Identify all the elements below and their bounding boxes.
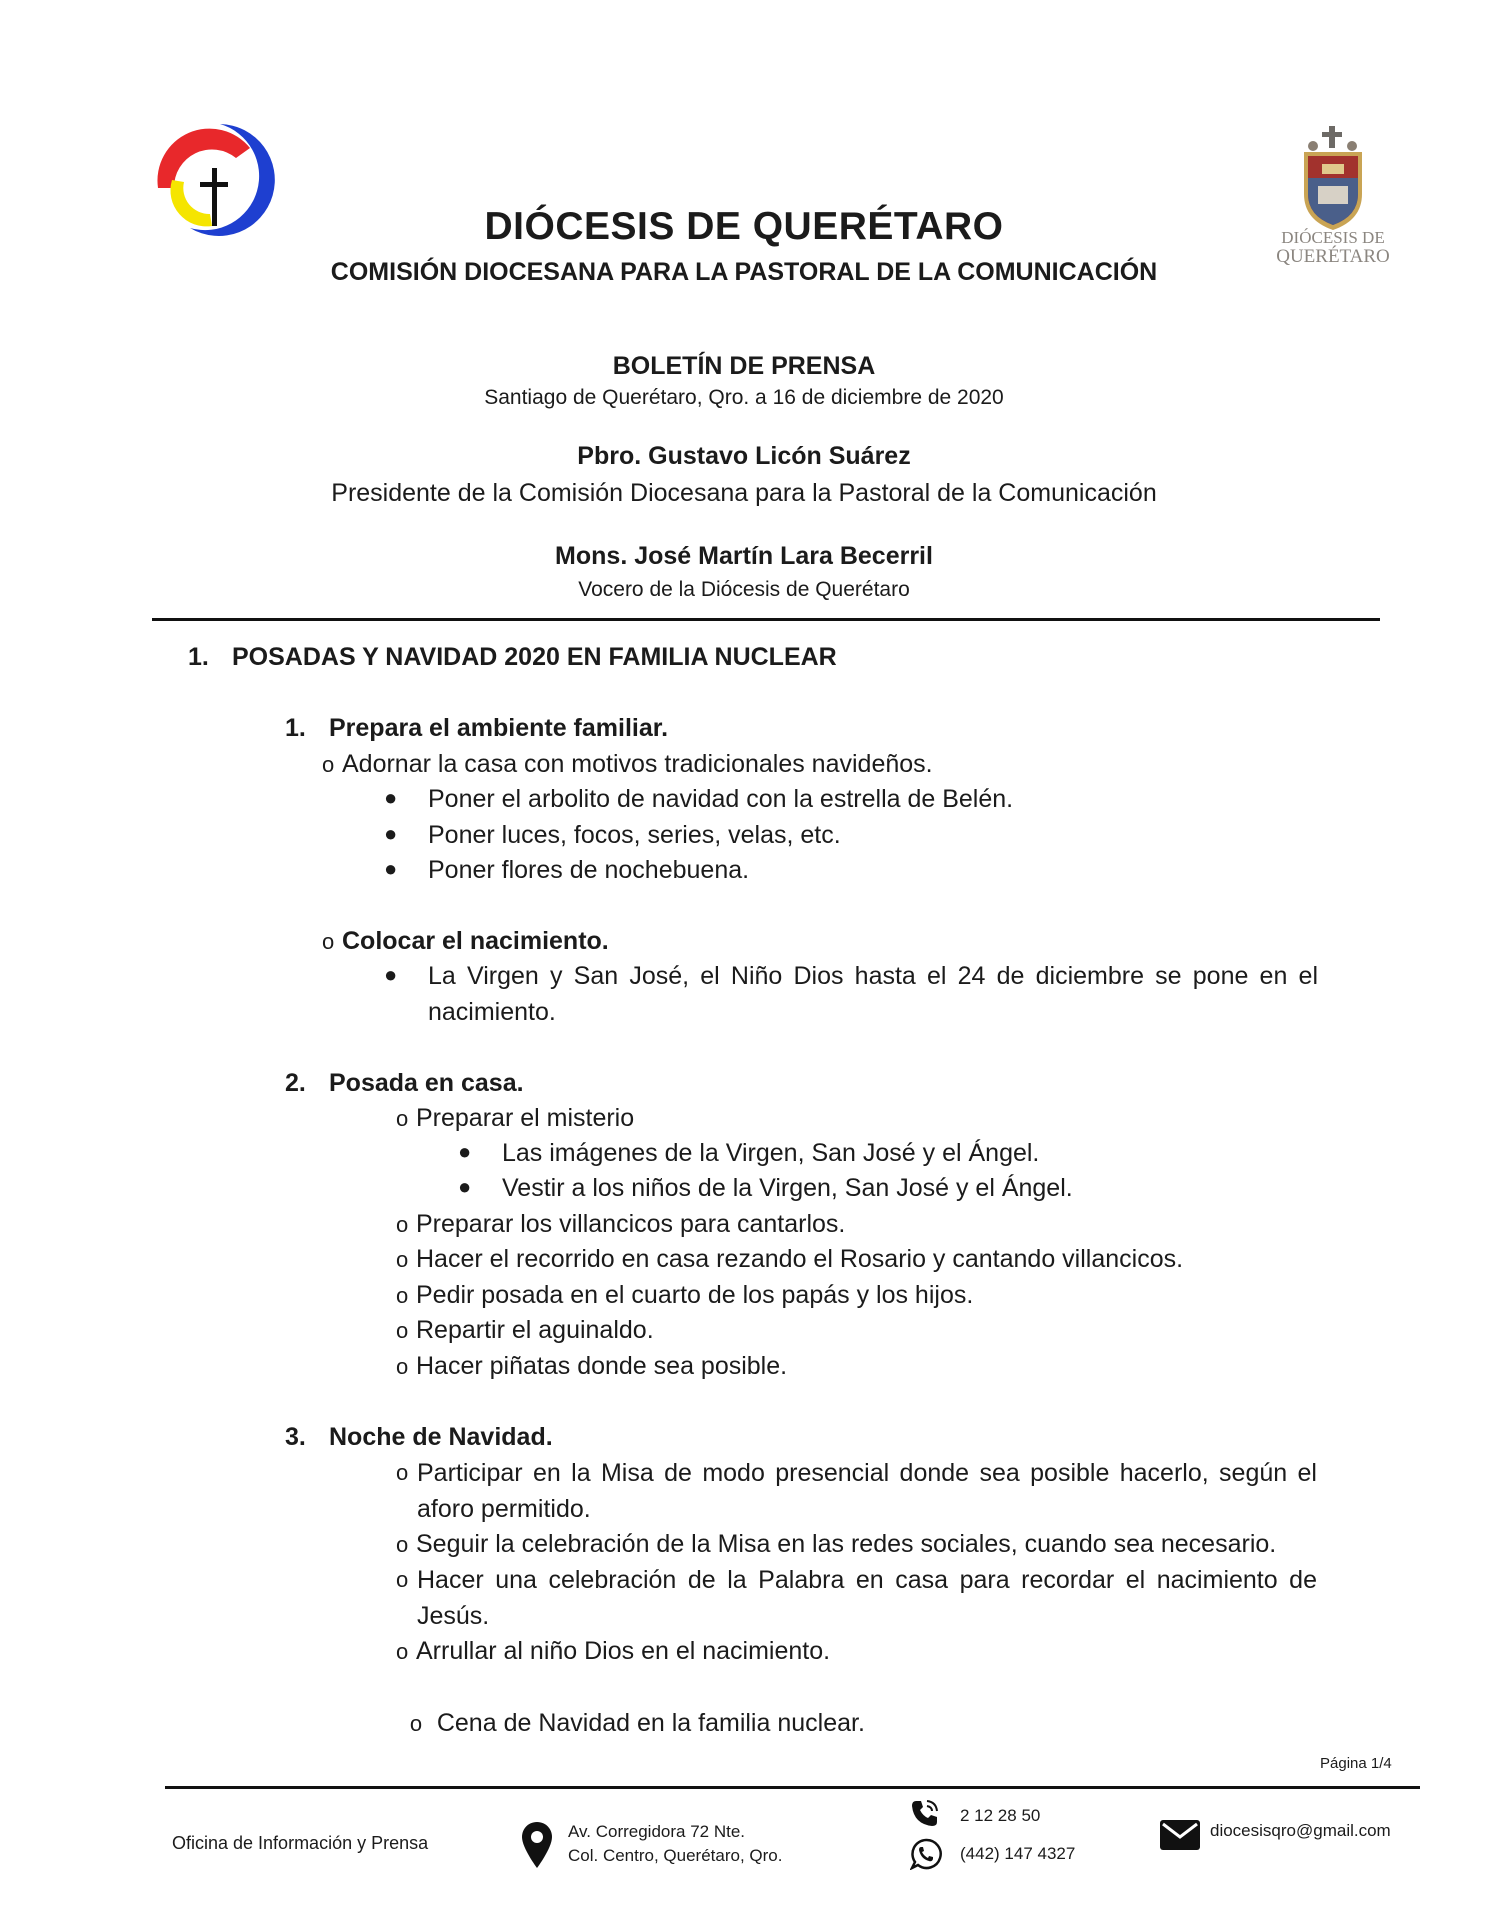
circle-marker: o bbox=[396, 1567, 409, 1592]
president-name: Pbro. Gustavo Licón Suárez bbox=[577, 442, 911, 470]
sub-item bbox=[396, 1526, 1276, 1563]
sub-item bbox=[322, 746, 933, 783]
crest-caption-line1: DIÓCESIS DE bbox=[1281, 228, 1385, 247]
bullet-item: Poner luces, focos, series, velas, etc. bbox=[428, 821, 841, 849]
bullet-marker: ● bbox=[384, 821, 398, 846]
phone-icon bbox=[910, 1798, 940, 1828]
item-heading bbox=[285, 1065, 524, 1101]
office-name: Oficina de Información y Prensa bbox=[172, 1833, 429, 1853]
whatsapp-number: (442) 147 4327 bbox=[960, 1844, 1076, 1863]
sub-item-text: Seguir la celebración de la Misa en las redes sociales, cuando sea necesario. bbox=[416, 1530, 1277, 1558]
address-line-1: Av. Corregidora 72 Nte. bbox=[568, 1822, 746, 1841]
circle-marker: o bbox=[322, 929, 335, 954]
sub-item-text: Preparar el misterio bbox=[416, 1104, 635, 1132]
sub-item bbox=[396, 1206, 845, 1243]
president-role: Presidente de la Comisión Diocesana para la Pastoral de la Comunicación bbox=[331, 479, 1157, 507]
spokesman-name: Mons. José Martín Lara Becerril bbox=[555, 542, 933, 570]
bullet-item: Poner flores de nochebuena. bbox=[428, 856, 750, 884]
item-heading bbox=[285, 1419, 553, 1455]
sub-item-text: Participar en la Misa de modo presencial donde sea posible hacerlo, según el aforo permitido. bbox=[417, 1459, 1317, 1523]
address-line-2: Col. Centro, Querétaro, Qro. bbox=[568, 1846, 783, 1865]
bullet-marker: ● bbox=[384, 856, 398, 881]
item-title: Posada en casa. bbox=[329, 1069, 524, 1097]
circle-marker: o bbox=[409, 1711, 423, 1736]
section-number: 1. bbox=[188, 643, 209, 671]
bullet-item: Vestir a los niños de la Virgen, San José y el Ángel. bbox=[502, 1174, 1073, 1202]
item-number: 1. bbox=[285, 714, 306, 742]
circle-marker: o bbox=[396, 1247, 409, 1272]
header-divider bbox=[152, 618, 1380, 621]
sub-item-text: Cena de Navidad en la familia nuclear. bbox=[429, 1709, 865, 1737]
diocese-crest-logo bbox=[1268, 124, 1398, 274]
bullet-marker: ● bbox=[384, 962, 398, 987]
circle-marker: o bbox=[396, 1283, 409, 1308]
document-title: DIÓCESIS DE QUERÉTARO bbox=[484, 205, 1004, 248]
sub-item-text: Arrullar al niño Dios en el nacimiento. bbox=[416, 1637, 831, 1665]
sub-item-text: Pedir posada en el cuarto de los papás y los hijos. bbox=[416, 1281, 974, 1309]
sub-item bbox=[396, 1312, 654, 1349]
page-number: Página 1/4 bbox=[1320, 1755, 1392, 1772]
bulletin-heading: BOLETÍN DE PRENSA bbox=[612, 352, 876, 380]
sub-item-text: Hacer piñatas donde sea posible. bbox=[416, 1352, 788, 1380]
sub-item bbox=[322, 923, 609, 960]
sub-item bbox=[396, 1241, 1183, 1278]
section-title: POSADAS Y NAVIDAD 2020 EN FAMILIA NUCLEAR bbox=[232, 643, 837, 671]
item-number: 3. bbox=[285, 1423, 306, 1451]
crest-caption-line2: QUERÉTARO bbox=[1276, 246, 1390, 267]
sub-item-text: Hacer una celebración de la Palabra en casa para recordar el nacimiento de Jesús. bbox=[417, 1566, 1317, 1630]
sub-item-text: Adornar la casa con motivos tradicionales navideños. bbox=[342, 750, 933, 778]
item-title: Noche de Navidad. bbox=[329, 1423, 553, 1451]
phone-number: 2 12 28 50 bbox=[960, 1806, 1041, 1825]
sub-item-text: Colocar el nacimiento. bbox=[342, 927, 609, 955]
circle-marker: o bbox=[396, 1639, 409, 1664]
circle-marker: o bbox=[396, 1354, 409, 1379]
whatsapp-icon bbox=[910, 1838, 942, 1870]
sub-item bbox=[396, 1277, 973, 1314]
bullet-item: Las imágenes de la Virgen, San José y el Ángel. bbox=[502, 1139, 1040, 1167]
document-subtitle: COMISIÓN DIOCESANA PARA LA PASTORAL DE LA COMUNICACIÓN bbox=[330, 258, 1158, 286]
sub-item-text: Hacer el recorrido en casa rezando el Rosario y cantando villancicos. bbox=[416, 1245, 1184, 1273]
sub-item bbox=[396, 1633, 830, 1670]
spokesman-role: Vocero de la Diócesis de Querétaro bbox=[578, 578, 910, 601]
dateline: Santiago de Querétaro, Qro. a 16 de diciembre de 2020 bbox=[484, 386, 1004, 409]
item-heading bbox=[285, 710, 668, 746]
circle-marker: o bbox=[396, 1532, 409, 1557]
location-pin-icon bbox=[522, 1822, 552, 1868]
sub-item-text: Preparar los villancicos para cantarlos. bbox=[416, 1210, 846, 1238]
bullet-item: La Virgen y San José, el Niño Dios hasta el 24 de diciembre se pone en el nacimiento. bbox=[428, 962, 1318, 1026]
email-address: diocesisqro@gmail.com bbox=[1210, 1821, 1391, 1840]
sub-item bbox=[396, 1348, 787, 1385]
circle-marker: o bbox=[322, 752, 335, 777]
bullet-marker: ● bbox=[458, 1174, 472, 1199]
item-number: 2. bbox=[285, 1069, 306, 1097]
circle-marker: o bbox=[396, 1318, 409, 1343]
circle-marker: o bbox=[396, 1106, 409, 1131]
email-icon bbox=[1160, 1820, 1200, 1850]
circle-marker: o bbox=[396, 1212, 409, 1237]
circle-marker: o bbox=[396, 1460, 409, 1485]
footer-divider bbox=[165, 1786, 1420, 1789]
item-title: Prepara el ambiente familiar. bbox=[329, 714, 669, 742]
sub-item bbox=[396, 1100, 634, 1137]
bullet-marker: ● bbox=[458, 1139, 472, 1164]
bullet-marker: ● bbox=[384, 785, 398, 810]
sub-item-text: Repartir el aguinaldo. bbox=[416, 1316, 654, 1344]
section-heading bbox=[188, 639, 837, 675]
sub-item bbox=[396, 1669, 865, 1742]
bullet-item: Poner el arbolito de navidad con la estrella de Belén. bbox=[428, 785, 1014, 813]
